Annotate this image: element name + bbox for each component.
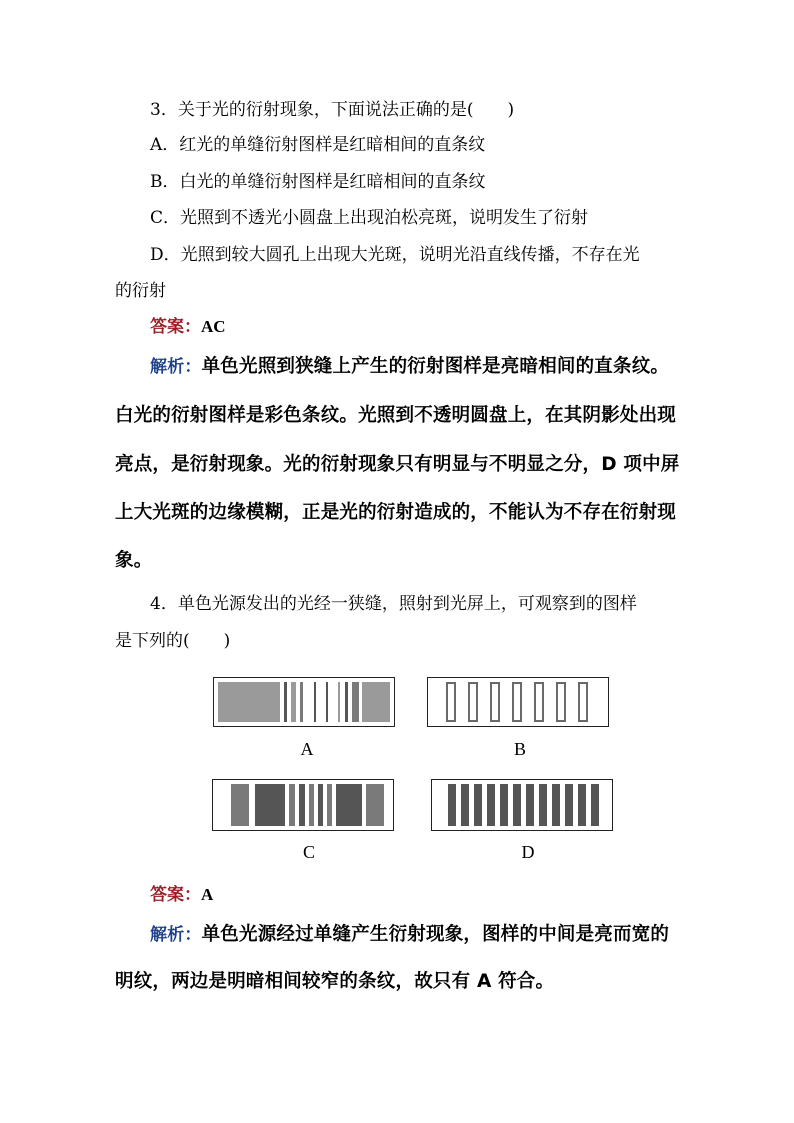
q4-analysis-text-1: 单色光源经过单缝产生衍射现象，图样的中间是亮而宽的 [201,924,670,945]
figure-d-equal-spaced-dark-fringe-pattern-icon [431,779,613,831]
figure-b-equal-spaced-outlined-fringe-pattern-icon [427,677,609,727]
q4-answer-line [150,883,213,907]
q4-analysis-line-2: 明纹，两边是明暗相间较窄的条纹，故只有 A 符合。 [115,971,555,992]
q3-option-a: A．红光的单缝衍射图样是红暗相间的直条纹 [150,135,486,155]
q3-analysis-label: 解析： [150,357,202,377]
q3-analysis-text-1: 单色光照到狭缝上产生的衍射图样是亮暗相间的直条纹。 [201,356,670,377]
q3-analysis-line-3: 亮点，是衍射现象。光的衍射现象只有明显与不明显之分，D 项中屏 [115,454,680,475]
figure-c-label: C [302,842,315,862]
q3-answer-label: 答案： [150,317,201,337]
q3-answer-value: AC [201,317,226,336]
q3-option-c: C．光照到不透光小圆盘上出现泊松亮斑，说明发生了衍射 [150,208,589,228]
q3-option-d-continuation: 的衍射 [115,281,166,301]
figure-a-central-wide-bright-fringe-pattern-icon [213,677,395,727]
q3-option-b: B．白光的单缝衍射图样是红暗相间的直条纹 [150,172,486,192]
q3-analysis-line-4: 上大光斑的边缘模糊，正是光的衍射造成的，不能认为不存在衍射现 [115,502,677,523]
q4-analysis-line-1 [150,923,669,947]
q3-option-d: D．光照到较大圆孔上出现大光斑，说明光沿直线传播，不存在光 [150,245,640,265]
q3-analysis-line-5: 象。 [115,550,153,571]
figure-a-label: A [300,739,314,759]
q3-stem: 3．关于光的衍射现象，下面说法正确的是( ) [150,100,515,120]
figure-c-wide-edge-dark-fringe-pattern-icon [212,779,394,831]
q4-answer-label: 答案： [150,885,201,905]
figure-d-label: D [521,842,535,862]
q4-stem: 4．单色光源发出的光经一狭缝，照射到光屏上，可观察到的图样 [150,594,637,614]
q3-answer-line [150,315,226,339]
q4-answer-value: A [201,885,214,904]
figure-b-label: B [513,739,526,759]
q4-stem-continuation: 是下列的( ) [115,631,231,651]
q4-analysis-label: 解析： [150,925,202,945]
q3-analysis-line-2: 白光的衍射图样是彩色条纹。光照到不透明圆盘上，在其阴影处出现 [115,405,677,426]
q3-analysis-line-1 [150,355,669,379]
